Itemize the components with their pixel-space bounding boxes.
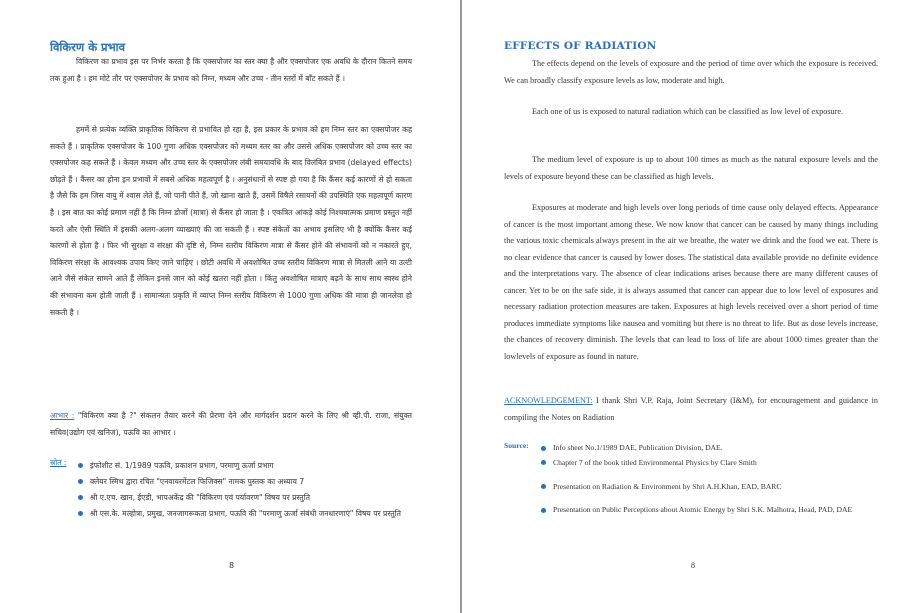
list-item (78, 474, 418, 490)
page-number: 8 (691, 561, 695, 570)
english-paragraph-3 (504, 152, 878, 185)
acknowledgement-label[interactable]: ACKNOWLEDGEMENT: (504, 396, 593, 405)
page-number: 8 (229, 561, 235, 570)
english-section-title: EFFECTS OF RADIATION (504, 40, 657, 52)
hindi-page (0, 0, 460, 613)
english-paragraph-2-text: Each one of us is exposed to natural radiation which can be classified as low level of exposure. (532, 107, 844, 116)
hindi-section-title: विकिरण के प्रभाव (50, 40, 126, 54)
list-item (541, 441, 881, 456)
list-item (541, 456, 881, 471)
bullet-icon (541, 484, 546, 489)
sources-list (541, 441, 881, 518)
hindi-acknowledgement-text: "विकिरण क्या है ?" संकलन तैयार करने की प्रेरणा देने और मार्गदर्शन प्रदान करने के लिए श्री व्ही.पी. राजा, संयुक्त सचिव(उद्योग एवं खनिज), पऊवि का आभार । (50, 411, 412, 437)
bullet-icon (78, 463, 83, 468)
english-paragraph-3-text: The medium level of exposure is up to about 100 times as much as the natural exposure levels and the levels of exposure beyond these can be classified as high levels. (504, 155, 878, 181)
english-paragraph-4-text: Exposures at moderate and high levels over long periods of time cause only delayed effects. Appearance of cancer is the most important among these. We now know that cancer can be caused by many things including the various toxic chemicals always present in the air we breathe, the water we drink and the food we eat. There is no clear evidence that cancer is caused by lower doses. The statistical data available provide no definite evidence and the interpretations vary. The absence of clear indications arises because there are many different causes of cancer. Yet to be on the safe side, it is always assumed that cancer can appear due to low level of exposures and necessary radiation protection measures are taken. Exposures at high levels received over a short period of time produces immediate symptoms like nausea and vomiting but there is no threat to life. But as dose levels increase, the chances of recovery diminish. The levels that can lead to loss of life are about 1000 times greater than the lowlevels of exposure as found in nature. (504, 203, 878, 361)
english-page (462, 0, 922, 613)
bullet-icon (541, 508, 546, 513)
bullet-icon (541, 446, 546, 451)
bullet-icon (78, 479, 83, 484)
english-acknowledgement (504, 393, 878, 426)
english-paragraph-1 (504, 56, 878, 89)
hindi-sources-label[interactable]: स्रोत : (50, 458, 67, 467)
hindi-acknowledgement (50, 408, 412, 441)
source-text: Info sheet No.1/1989 DAE, Publication Division, DAE. (553, 443, 723, 452)
list-item (78, 458, 418, 474)
source-text: श्री ए.एच. खान, ईएडी, भापअकेंद्र की "विकिरण एवं पर्यावरण" विषय पर प्रस्तुति (90, 493, 310, 502)
hindi-paragraph-2 (50, 122, 412, 321)
hindi-paragraph-2-text: हममें से प्रत्येक व्यक्ति प्राकृतिक विकिरण से प्रभावित हो रहा है, इस प्रकार के प्रभाव को हम निम्न स्तर का एक्सपोजर कह सकते हैं । प्राकृतिक एक्सपोजर के 100 गुणा अधिक एक्सपोजर को मध्यम स्तर का और उससे अधिक एक्सपोजर को उच्च स्तर का एक्सपोजर कह सकते हैं । केवल मध्यम और उच्च स्तर के एक्सपोजर लंबी समयावधि के बाद विलंबित प्रभाव (delayed effects) छोड़ते हैं । कैंसर का होना इन प्रभावों में सबसे अधिक महत्वपूर्ण है । अनुसंधानों से स्पष्ट हो गया है कि कैंसर कई कारणों से हो सकता है जैसे कि हम जिस वायु में श्वास लेते हैं, जो पानी पीते हैं, जो खाना खाते हैं, उसमें विषैले रसायनों की उपस्थिति एक महत्वपूर्ण कारण है । इस बात का कोई प्रमाण नहीं है कि निम्न डोजों (मात्रा) से कैंसर हो जाता है । एकत्रित आंकड़े कोई निश्चयात्मक प्रमाण प्रस्तुत नहीं करते और ऐसी स्थिति में इसकी अलग-अलग व्याख्याएं की जा सकती हैं । स्पष्ट संकेतों का अभाव इसलिए भी है क्योंकि कैंसर कई कारणों से होता है । फिर भी सुरक्षा व संरक्षा की दृष्टि से, निम्न स्तरीय विकिरण मात्रा से कैंसर होने की संभावनों को न नकारते हुए, विकिरण संरक्षा के आवश्यक उपाय किए जाने चाहिए । छोटी अवधि में अवशोषित उच्च स्तरीय विकिरण मात्रा से मितली आने या उल्टी आने जैसे संकेत सामने आते हैं लेकिन इनसे जान को कोई खतरा नहीं होता । किंतु अवशोषित मात्राएं बढ़ने के साथ साथ स्वस्थ होने की संभावना कम होती जाती हैं । सामान्यतः प्रकृति में व्याप्त निम्न स्तरीय विकिरण से 1000 गुणा अधिक की मात्रा ही जानलेवा हो सकती है । (50, 125, 412, 317)
source-text: इंफोशीट सं. 1/1989 पऊवि, प्रकाशन प्रभाग, परमाणु ऊर्जा प्रभाग (90, 461, 274, 470)
bullet-icon (78, 495, 83, 500)
list-item (78, 506, 418, 522)
sources-label: Source: (504, 441, 529, 450)
hindi-paragraph-1-text: विकिरण का प्रभाव इस पर निर्भर करता है कि एक्सपोजर का स्तर क्या है और एक्सपोजर एक अवधि के दौरान कितने समय तक हुआ है । हम मोटे तौर पर एक्सपोजर के प्रभाव को निम्न, मध्यम और उच्च - तीन स्तरों में बाँट सकते हैं । (50, 57, 412, 83)
source-text: श्री एस.के. मल्होत्रा, प्रमुख, जनजागरूकता प्रभाग, पऊवि की "परमाणु ऊर्जा संबंधी जनधारणाएं" विषय पर प्रस्तुति (90, 509, 401, 518)
english-paragraph-1-text: The effects depend on the levels of exposure and the period of time over which the exposure is received. We can broadly classify exposure levels as low, moderate and high. (504, 59, 878, 85)
bullet-icon (78, 511, 83, 516)
english-paragraph-4 (504, 200, 878, 365)
list-item (78, 490, 418, 506)
source-text: Presentation on Public Perceptions about Atomic Energy by Shri S.K. Malhotra, Head, PAD, DAE (553, 505, 853, 515)
bullet-icon (541, 460, 546, 465)
hindi-acknowledgement-label[interactable]: आभार : (50, 411, 75, 420)
source-text: क्लेयर स्मिथ द्वारा रचित "एनवायरमेंटल फिजिक्स" नामक पुस्तक का अध्याय 7 (90, 477, 305, 486)
list-item (541, 480, 881, 495)
acknowledgement-text: I thank Shri V.P. Raja, Joint Secretary (I&M), for encouragement and guidance in compiling the Notes on Radiation (504, 396, 878, 422)
hindi-sources-list (78, 458, 418, 522)
english-paragraph-2 (504, 104, 878, 121)
source-text: Chapter 7 of the book titled Environmental Physics by Clare Smith (553, 457, 757, 467)
list-item (541, 503, 881, 518)
hindi-paragraph-1 (50, 54, 412, 87)
source-text: Presentation on Radiation & Environment by Shri A.H.Khan, EAD, BARC (553, 481, 782, 491)
